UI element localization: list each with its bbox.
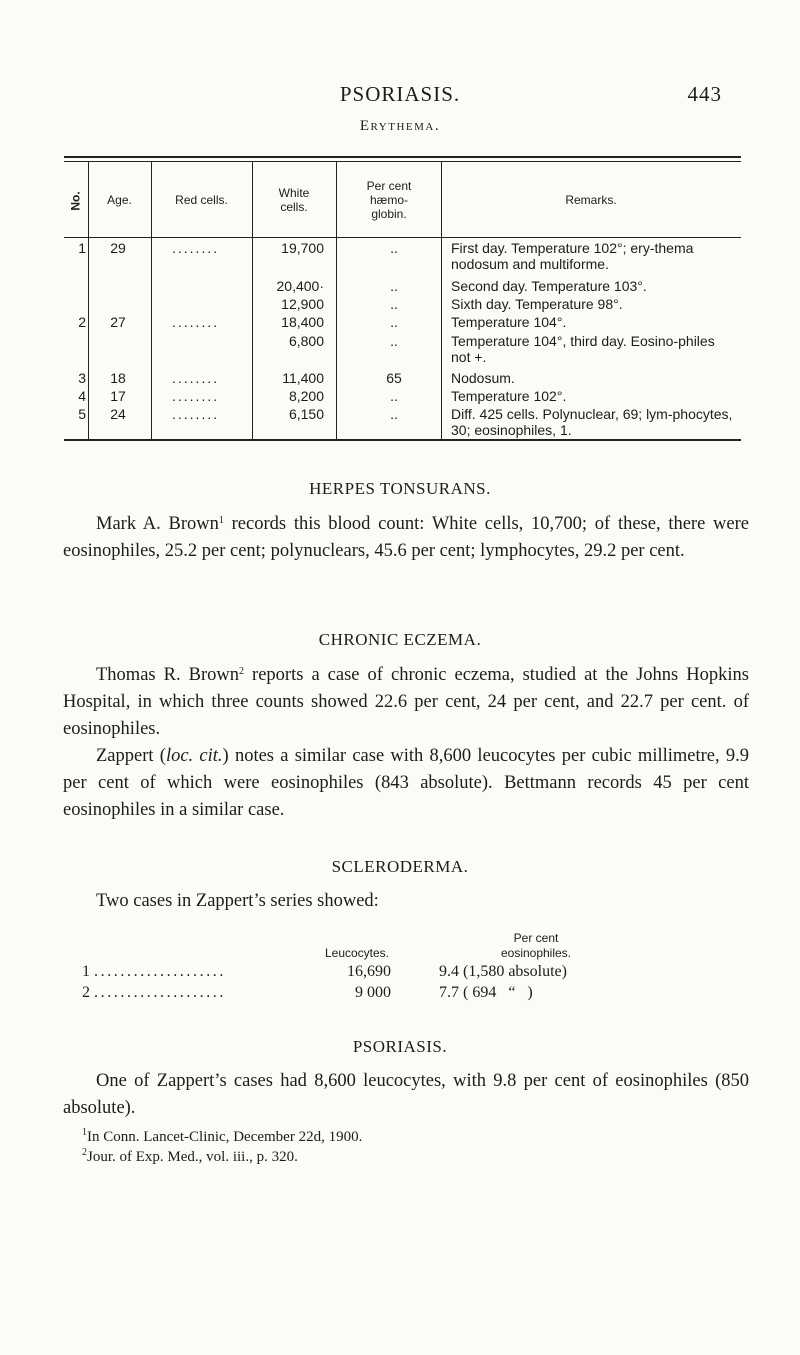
cell-red-cells: ........: [172, 314, 220, 330]
cell-remarks: First day. Temperature 102°; ery-thema nodosum and multiforme.: [451, 240, 694, 272]
cell-haemoglobin: ..: [390, 240, 398, 256]
heading-scleroderma: SCLERODERMA.: [331, 857, 469, 876]
cell-no: 5: [78, 406, 86, 422]
cell-haemoglobin: ..: [390, 314, 398, 330]
cell-no: 3: [78, 370, 86, 386]
cell-no: 1: [78, 240, 86, 256]
running-head: [0, 82, 800, 110]
erythema-table: [64, 156, 741, 442]
cell-haemoglobin: ..: [390, 406, 398, 422]
table-rule-header: [64, 237, 741, 238]
col-percent-eosinophiles: Per cent eosinophiles.: [500, 931, 572, 960]
table-rule-top-thin: [64, 161, 741, 162]
scleroderma-leucocytes-2: 9 000: [355, 984, 391, 1001]
paragraph-herpes: Mark A. Brown$^1$ records this blood count: White cells, 10,700; of these, there were eosinophiles, 25.2 per cent; polynuclears, 45.6 per cent; lymphocytes, 29.2 per cent.: [63, 514, 749, 561]
scleroderma-row-2: 2 ....................: [82, 984, 226, 1001]
paragraph-eczema-2: Zappert (loc. cit.) notes a similar case with 8,600 leucocytes per cubic millimetre, 9.9 per cent of which were eosinophiles (843 absolute). Bettmann records 45 per cent eosinophiles in a similar case.: [63, 746, 749, 820]
header-red-cells: Red cells.: [175, 193, 228, 208]
header-white-cells: White cells.: [278, 186, 310, 214]
heading-psoriasis: PSORIASIS.: [352, 1037, 448, 1056]
cell-age: 27: [110, 314, 126, 330]
cell-white-cells: 6,150: [288, 406, 324, 422]
cell-white-cells: 20,400·: [276, 278, 324, 294]
cell-age: 24: [110, 406, 126, 422]
paragraph-psoriasis: One of Zappert’s cases had 8,600 leucocytes, with 9.8 per cent of eosinophiles (850 absolute).: [63, 1071, 749, 1118]
cell-age: 29: [110, 240, 126, 256]
footnote-1: $^1$In Conn. Lancet-Clinic, December 22d, 1900.: [82, 1127, 363, 1145]
table-title: Erythema.: [359, 118, 441, 134]
scleroderma-row-1: 1 ....................: [82, 963, 226, 980]
header-no: No.: [69, 191, 83, 211]
cell-red-cells: ........: [172, 388, 220, 404]
column-divider: [252, 161, 253, 439]
cell-haemoglobin: ..: [390, 388, 398, 404]
cell-white-cells: 8,200: [288, 388, 324, 404]
cell-haemoglobin: ..: [390, 333, 398, 349]
cell-remarks: Second day. Temperature 103°.: [451, 278, 647, 294]
cell-haemoglobin: ..: [390, 278, 398, 294]
cell-age: 17: [110, 388, 126, 404]
header-age: Age.: [107, 193, 132, 208]
cell-red-cells: ........: [172, 370, 220, 386]
cell-haemoglobin: 65: [386, 370, 402, 386]
scleroderma-intro: Two cases in Zappert’s series showed:: [96, 891, 379, 911]
paragraph-eczema-1: Thomas R. Brown$^2$ reports a case of chronic eczema, studied at the Johns Hopkins Hospital, in which three counts showed 22.6 per cent, 24 per cent, and 22.7 per cent. of eosinophiles.: [63, 665, 749, 739]
cell-remarks: Sixth day. Temperature 98°.: [451, 296, 623, 312]
cell-remarks: Temperature 104°, third day. Eosino-philes not +.: [451, 333, 715, 365]
cell-white-cells: 11,400: [282, 370, 324, 386]
cell-remarks: Nodosum.: [451, 370, 515, 386]
header-haemoglobin: Per cent hæmo-globin.: [366, 179, 412, 221]
cell-white-cells: 18,400: [281, 314, 324, 330]
cell-remarks: Diff. 425 cells. Polynuclear, 69; lym-phocytes, 30; eosinophiles, 1.: [451, 406, 733, 438]
cell-remarks: Temperature 104°.: [451, 314, 567, 330]
running-title: PSORIASIS.: [339, 82, 461, 106]
column-divider: [336, 161, 337, 439]
scleroderma-eosin-2: 7.7 ( 694 “ ): [439, 984, 533, 1001]
cell-remarks: Temperature 102°.: [451, 388, 567, 404]
table-rule-top: [64, 156, 741, 158]
scleroderma-eosin-1: 9.4 (1,580 absolute): [439, 963, 567, 980]
cell-white-cells: 6,800: [288, 333, 324, 349]
footnote-ref: 1: [218, 515, 224, 526]
cell-red-cells: ........: [172, 406, 220, 422]
page-number: 443: [687, 82, 722, 106]
cell-no: 2: [78, 314, 86, 330]
heading-herpes-tonsurans: HERPES TONSURANS.: [309, 479, 491, 498]
cell-white-cells: 19,700: [281, 240, 324, 256]
heading-chronic-eczema: CHRONIC ECZEMA.: [318, 630, 482, 649]
header-remarks: Remarks.: [565, 193, 617, 208]
cell-haemoglobin: ..: [390, 296, 398, 312]
cell-red-cells: ........: [172, 240, 220, 256]
cell-white-cells: 12,900: [281, 296, 324, 312]
col-leucocytes: Leucocytes.: [324, 946, 390, 960]
scleroderma-leucocytes-1: 16,690: [347, 963, 391, 980]
table-rule-bottom: [64, 439, 741, 441]
footnote-2: $^2$Jour. of Exp. Med., vol. iii., p. 320.: [82, 1147, 298, 1165]
cell-age: 18: [110, 370, 126, 386]
footnote-ref: 2: [239, 666, 244, 677]
cell-no: 4: [78, 388, 86, 404]
